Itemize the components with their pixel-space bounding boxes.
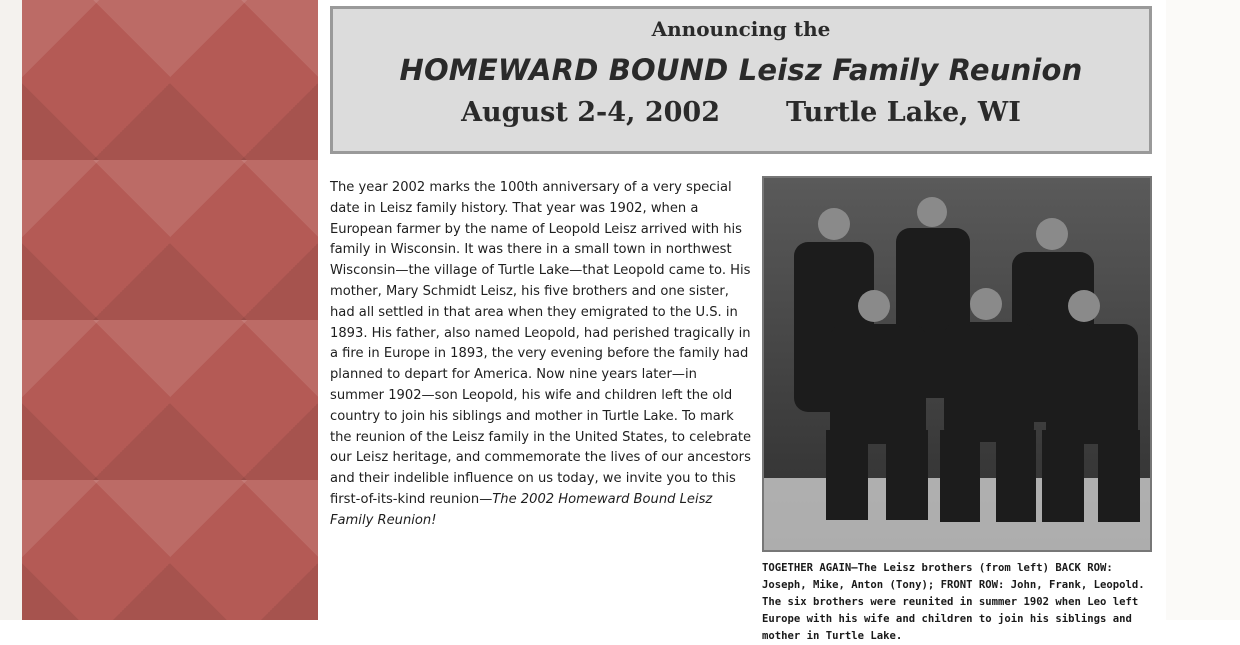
photo-caption: TOGETHER AGAIN—The Leisz brothers (from left) BACK ROW: Joseph, Mike, Anton (Tony); FRONT ROW: John, Frank, Leopold. The six brothers were reunited in summer 1902 when Leo left Europe with his wife and children to join his siblings and mother in Turtle Lake. [762,562,1145,642]
article-text: The year 2002 marks the 100th anniversary of a very special date in Leisz family history. That year was 1902, when a European farmer by the name of Leopold Leisz arrived with his family in Wisconsin. It was there in a small town in northwest Wisconsin—the village of Turtle Lake—that Leopold came to. His mother, Mary Schmidt Leisz, his five brothers and one sister, had all settled in that area when they emigrated to the U.S. in 1893. His father, also named Leopold, had perished tragically in a fire in Europe in 1893, the very evening before the family had planned to depart for America. Now nine years later—in summer 1902—son Leopold, his wife and children left the old country to join his siblings and mother in Turtle Lake. To mark the reunion of the Leisz family in the United States, to celebrate our Leisz heritage, and commemorate the lives of our ancestors and their indelible influence on us today, we invite you to this first-of-its-kind reunion— [330,180,752,507]
banner-title: HOMEWARD BOUND Leisz Family Reunion [399,53,1083,87]
announcement-banner [330,6,1152,154]
article-paragraph [330,178,754,532]
newsletter-page [326,0,1166,642]
banner-announcing: Announcing the [651,17,831,41]
right-margin [1166,0,1240,620]
article-text-italic: The 2002 Homeward Bound Leisz Family Reunion! [330,491,713,528]
column-gap [318,0,326,620]
banner-dates: August 2-4, 2002 [461,97,720,128]
decorative-sidebar [22,0,318,620]
left-page-edge [0,0,22,620]
article-body [330,178,754,532]
banner-subline [333,97,1149,128]
banner-location: Turtle Lake, WI [785,97,1021,128]
brothers-photo-illustration [764,178,1150,550]
family-photo [762,176,1152,552]
